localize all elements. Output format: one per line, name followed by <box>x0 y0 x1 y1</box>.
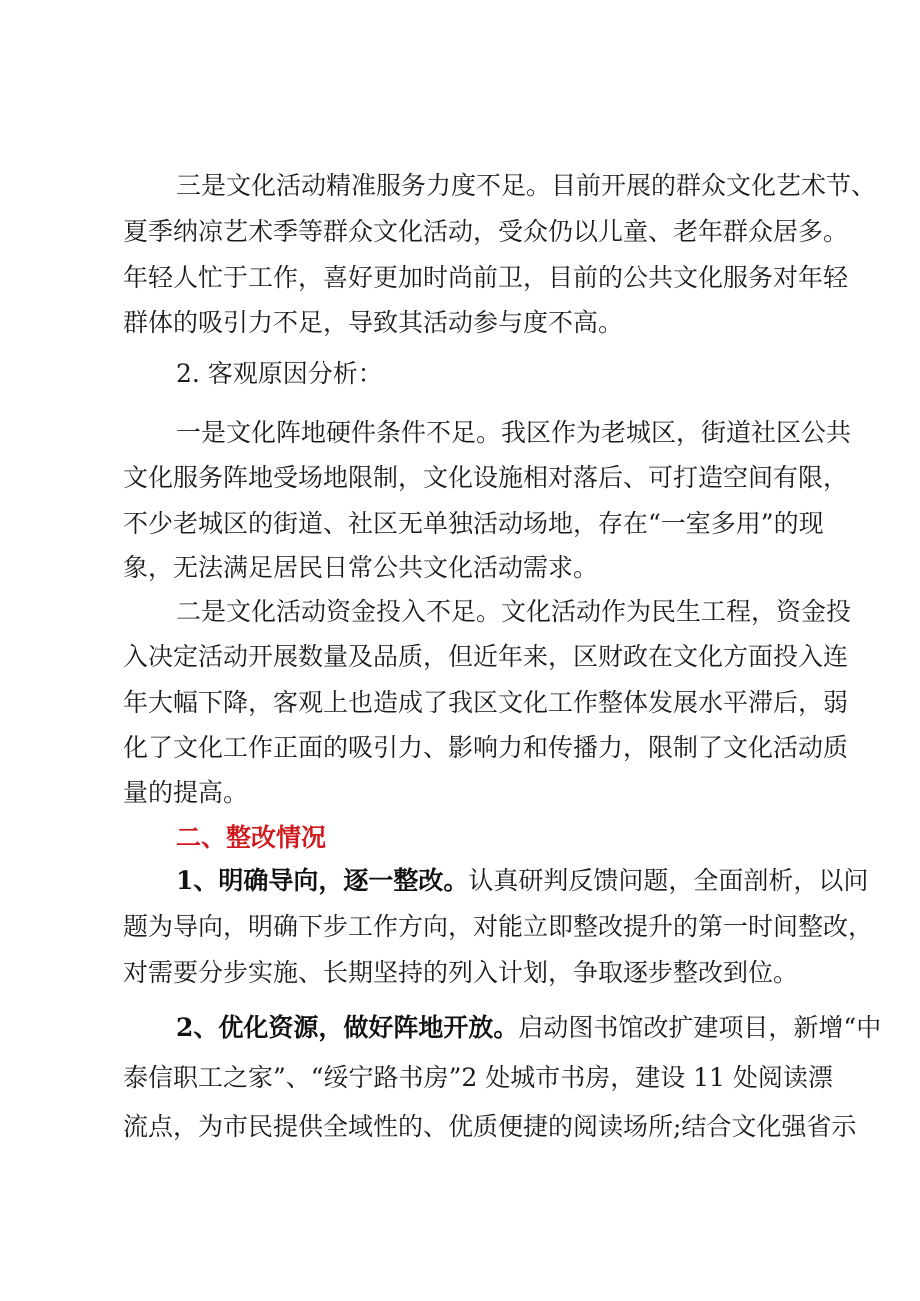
paragraph-lead: 2、优化资源，做好阵地开放。 <box>176 1013 519 1042</box>
paragraph-text: 启动图书馆改扩建项目，新增“中 <box>518 1013 882 1042</box>
paragraph-line: 不少老城区的街道、社区无单独活动场地，存在“一室多用”的现 <box>123 509 824 538</box>
paragraph-lead: 1、明确导向，逐一整改。 <box>176 866 469 895</box>
paragraph-line: 群体的吸引力不足，导致其活动参与度不高。 <box>123 308 624 337</box>
paragraph-line: 对需要分步实施、长期坚持的列入计划，争取逐步整改到位。 <box>123 958 799 987</box>
paragraph-line: 年轻人忙于工作，喜好更加时尚前卫，目前的公共文化服务对年轻 <box>123 263 849 292</box>
paragraph-line: 夏季纳凉艺术季等群众文化活动，受众仍以儿童、老年群众居多。 <box>123 217 849 246</box>
paragraph-line: 年大幅下降，客观上也造成了我区文化工作整体发展水平滞后，弱 <box>123 688 849 717</box>
paragraph-line: 题为导向，明确下步工作方向，对能立即整改提升的第一时间整改， <box>123 912 874 941</box>
section-heading: 二、整改情况 <box>176 823 327 852</box>
paragraph-first-line <box>176 865 920 897</box>
paragraph-line: 入决定活动开展数量及品质，但近年来，区财政在文化方面投入连 <box>123 642 849 671</box>
paragraph-line: 象，无法满足居民日常公共文化活动需求。 <box>123 553 599 582</box>
paragraph-line: 三是文化活动精准服务力度不足。目前开展的群众文化艺术节、 <box>176 171 877 200</box>
paragraph-first-line <box>176 1012 920 1044</box>
paragraph-line: 化了文化工作正面的吸引力、影响力和传播力，限制了文化活动质 <box>123 733 849 762</box>
paragraph-line: 二是文化活动资金投入不足。文化活动作为民生工程，资金投 <box>176 597 852 626</box>
paragraph-text: 认真研判反馈问题，全面剖析，以问 <box>468 866 869 895</box>
paragraph-line: 量的提高。 <box>123 778 249 807</box>
paragraph-line: 文化服务阵地受场地限制，文化设施相对落后、可打造空间有限， <box>123 463 849 492</box>
section-subheading: 2. 客观原因分析： <box>176 359 383 388</box>
paragraph-line: 流点，为市民提供全域性的、优质便捷的阅读场所;结合文化强省示 <box>123 1112 857 1141</box>
paragraph-line: 一是文化阵地硬件条件不足。我区作为老城区，街道社区公共 <box>176 418 852 447</box>
paragraph-line: 泰信职工之家”、“绥宁路书房”2 处城市书房，建设 11 处阅读漂 <box>123 1063 833 1092</box>
